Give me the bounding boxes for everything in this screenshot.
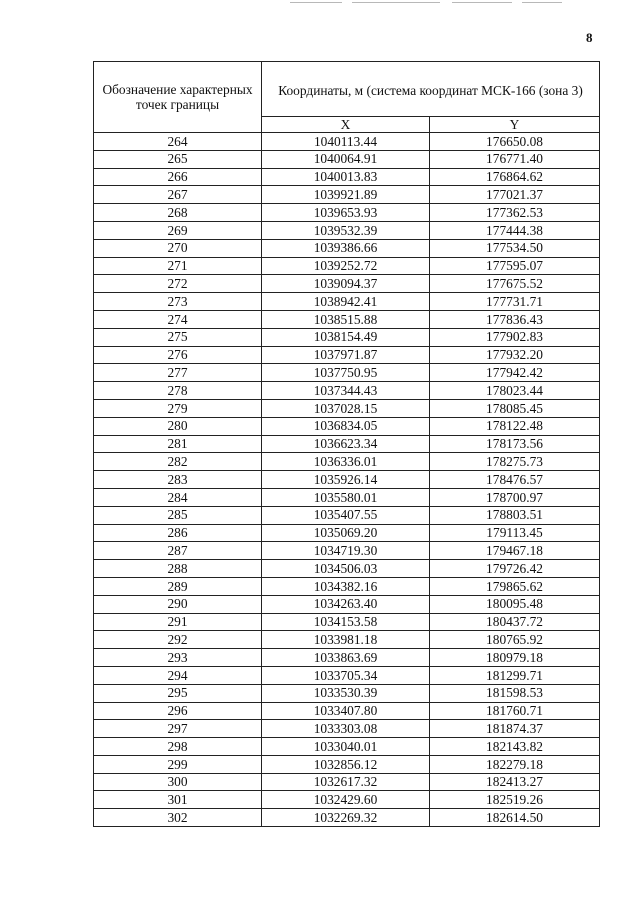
y-coordinate-cell: 178803.51 (430, 506, 600, 524)
point-number-cell: 281 (94, 435, 262, 453)
y-coordinate-cell: 182614.50 (430, 809, 600, 827)
top-rule-2 (352, 2, 440, 3)
table-row (94, 204, 600, 222)
x-coordinate-cell: 1034153.58 (262, 613, 430, 631)
y-coordinate-cell: 176771.40 (430, 150, 600, 168)
point-number-cell: 288 (94, 560, 262, 578)
point-number-cell: 302 (94, 809, 262, 827)
x-coordinate-cell: 1036623.34 (262, 435, 430, 453)
x-coordinate-cell: 1033303.08 (262, 720, 430, 738)
table-row (94, 328, 600, 346)
x-coordinate-cell: 1038942.41 (262, 293, 430, 311)
x-coordinate-cell: 1040113.44 (262, 133, 430, 151)
table-row (94, 239, 600, 257)
x-coordinate-cell: 1032269.32 (262, 809, 430, 827)
x-coordinate-cell: 1035069.20 (262, 524, 430, 542)
coordinates-table (93, 61, 600, 827)
table-body (94, 133, 600, 827)
table-row (94, 666, 600, 684)
point-number-cell: 280 (94, 417, 262, 435)
y-coordinate-cell: 177021.37 (430, 186, 600, 204)
table-row (94, 435, 600, 453)
x-coordinate-cell: 1035407.55 (262, 506, 430, 524)
point-number-cell: 271 (94, 257, 262, 275)
x-coordinate-cell: 1038515.88 (262, 310, 430, 328)
y-coordinate-cell: 178085.45 (430, 399, 600, 417)
y-coordinate-cell: 178476.57 (430, 471, 600, 489)
x-coordinate-cell: 1037971.87 (262, 346, 430, 364)
point-designation-header: Обозначение характерных точек границы (94, 62, 262, 133)
x-coordinate-cell: 1036834.05 (262, 417, 430, 435)
y-coordinate-cell: 182143.82 (430, 738, 600, 756)
point-number-cell: 301 (94, 791, 262, 809)
point-number-cell: 264 (94, 133, 262, 151)
y-coordinate-cell: 177731.71 (430, 293, 600, 311)
y-coordinate-cell: 177902.83 (430, 328, 600, 346)
point-number-cell: 297 (94, 720, 262, 738)
point-number-cell: 277 (94, 364, 262, 382)
x-coordinate-cell: 1034263.40 (262, 595, 430, 613)
x-coordinate-cell: 1039094.37 (262, 275, 430, 293)
y-coordinate-cell: 177595.07 (430, 257, 600, 275)
y-coordinate-cell: 180437.72 (430, 613, 600, 631)
y-coordinate-cell: 181760.71 (430, 702, 600, 720)
x-coordinate-cell: 1032856.12 (262, 755, 430, 773)
y-coordinate-cell: 178700.97 (430, 488, 600, 506)
coordinates-header: Координаты, м (система координат МСК-166 (зона 3) (262, 62, 600, 117)
y-coordinate-cell: 180979.18 (430, 649, 600, 667)
x-coordinate-cell: 1033705.34 (262, 666, 430, 684)
point-number-cell: 299 (94, 755, 262, 773)
point-number-cell: 287 (94, 542, 262, 560)
table-row (94, 488, 600, 506)
point-number-cell: 270 (94, 239, 262, 257)
table-row (94, 577, 600, 595)
point-number-cell: 272 (94, 275, 262, 293)
point-number-cell: 292 (94, 631, 262, 649)
y-coordinate-cell: 181874.37 (430, 720, 600, 738)
table-row (94, 364, 600, 382)
point-number-cell: 278 (94, 382, 262, 400)
y-coordinate-cell: 177932.20 (430, 346, 600, 364)
x-coordinate-cell: 1033407.80 (262, 702, 430, 720)
point-number-cell: 268 (94, 204, 262, 222)
table-row (94, 506, 600, 524)
y-coordinate-cell: 177534.50 (430, 239, 600, 257)
y-coordinate-cell: 178122.48 (430, 417, 600, 435)
point-number-cell: 266 (94, 168, 262, 186)
point-number-cell: 300 (94, 773, 262, 791)
x-coordinate-cell: 1033863.69 (262, 649, 430, 667)
x-coordinate-cell: 1037344.43 (262, 382, 430, 400)
y-coordinate-cell: 178275.73 (430, 453, 600, 471)
point-number-cell: 276 (94, 346, 262, 364)
table-row (94, 257, 600, 275)
x-coordinate-cell: 1038154.49 (262, 328, 430, 346)
point-number-cell: 295 (94, 684, 262, 702)
y-coordinate-cell: 177675.52 (430, 275, 600, 293)
table-row (94, 168, 600, 186)
point-number-cell: 265 (94, 150, 262, 168)
y-coordinate-cell: 176650.08 (430, 133, 600, 151)
y-coordinate-cell: 177362.53 (430, 204, 600, 222)
point-number-cell: 290 (94, 595, 262, 613)
point-number-cell: 289 (94, 577, 262, 595)
point-number-cell: 294 (94, 666, 262, 684)
table-row (94, 417, 600, 435)
table-row (94, 133, 600, 151)
x-coordinate-cell: 1040064.91 (262, 150, 430, 168)
x-coordinate-cell: 1035580.01 (262, 488, 430, 506)
y-coordinate-cell: 182519.26 (430, 791, 600, 809)
y-coordinate-cell: 179726.42 (430, 560, 600, 578)
table-row (94, 560, 600, 578)
y-coordinate-cell: 182279.18 (430, 755, 600, 773)
x-coordinate-cell: 1039532.39 (262, 221, 430, 239)
y-coordinate-cell: 179467.18 (430, 542, 600, 560)
table-row (94, 720, 600, 738)
point-number-cell: 286 (94, 524, 262, 542)
point-number-cell: 293 (94, 649, 262, 667)
table-row (94, 221, 600, 239)
table-row (94, 293, 600, 311)
table-row (94, 382, 600, 400)
x-coordinate-cell: 1033530.39 (262, 684, 430, 702)
point-number-cell: 296 (94, 702, 262, 720)
top-rule-1 (290, 2, 342, 3)
x-coordinate-cell: 1032429.60 (262, 791, 430, 809)
table-row (94, 186, 600, 204)
y-coordinate-cell: 177836.43 (430, 310, 600, 328)
point-number-cell: 273 (94, 293, 262, 311)
page-number: 8 (586, 30, 593, 45)
y-coordinate-cell: 180095.48 (430, 595, 600, 613)
point-number-cell: 269 (94, 221, 262, 239)
y-coordinate-cell: 179113.45 (430, 524, 600, 542)
x-coordinate-cell: 1039386.66 (262, 239, 430, 257)
table-row (94, 150, 600, 168)
x-column-header: X (262, 117, 430, 133)
table-row (94, 595, 600, 613)
point-number-cell: 275 (94, 328, 262, 346)
point-number-cell: 291 (94, 613, 262, 631)
table-row (94, 809, 600, 827)
x-coordinate-cell: 1040013.83 (262, 168, 430, 186)
x-coordinate-cell: 1034719.30 (262, 542, 430, 560)
table-row (94, 275, 600, 293)
x-coordinate-cell: 1032617.32 (262, 773, 430, 791)
x-coordinate-cell: 1039653.93 (262, 204, 430, 222)
table-row (94, 453, 600, 471)
x-coordinate-cell: 1037028.15 (262, 399, 430, 417)
y-column-header: Y (430, 117, 600, 133)
y-coordinate-cell: 178173.56 (430, 435, 600, 453)
y-coordinate-cell: 177942.42 (430, 364, 600, 382)
table-row (94, 631, 600, 649)
table-row (94, 542, 600, 560)
point-number-cell: 298 (94, 738, 262, 756)
point-number-cell: 285 (94, 506, 262, 524)
table-row (94, 346, 600, 364)
x-coordinate-cell: 1036336.01 (262, 453, 430, 471)
y-coordinate-cell: 182413.27 (430, 773, 600, 791)
x-coordinate-cell: 1039921.89 (262, 186, 430, 204)
x-coordinate-cell: 1034506.03 (262, 560, 430, 578)
x-coordinate-cell: 1039252.72 (262, 257, 430, 275)
point-number-cell: 267 (94, 186, 262, 204)
table-header-row (94, 62, 600, 117)
point-number-cell: 274 (94, 310, 262, 328)
x-coordinate-cell: 1034382.16 (262, 577, 430, 595)
x-coordinate-cell: 1035926.14 (262, 471, 430, 489)
table-row (94, 791, 600, 809)
table-row (94, 649, 600, 667)
y-coordinate-cell: 179865.62 (430, 577, 600, 595)
x-coordinate-cell: 1033040.01 (262, 738, 430, 756)
table-row (94, 613, 600, 631)
y-coordinate-cell: 176864.62 (430, 168, 600, 186)
table-row (94, 524, 600, 542)
y-coordinate-cell: 177444.38 (430, 221, 600, 239)
table-row (94, 755, 600, 773)
point-number-cell: 283 (94, 471, 262, 489)
table-row (94, 702, 600, 720)
top-rule-4 (522, 2, 562, 3)
table-row (94, 399, 600, 417)
table-row (94, 310, 600, 328)
table-row (94, 773, 600, 791)
y-coordinate-cell: 181299.71 (430, 666, 600, 684)
point-number-cell: 279 (94, 399, 262, 417)
point-number-cell: 284 (94, 488, 262, 506)
table-row (94, 684, 600, 702)
x-coordinate-cell: 1037750.95 (262, 364, 430, 382)
top-rule-3 (452, 2, 512, 3)
y-coordinate-cell: 178023.44 (430, 382, 600, 400)
table-row (94, 738, 600, 756)
point-number-cell: 282 (94, 453, 262, 471)
y-coordinate-cell: 180765.92 (430, 631, 600, 649)
y-coordinate-cell: 181598.53 (430, 684, 600, 702)
x-coordinate-cell: 1033981.18 (262, 631, 430, 649)
table-row (94, 471, 600, 489)
